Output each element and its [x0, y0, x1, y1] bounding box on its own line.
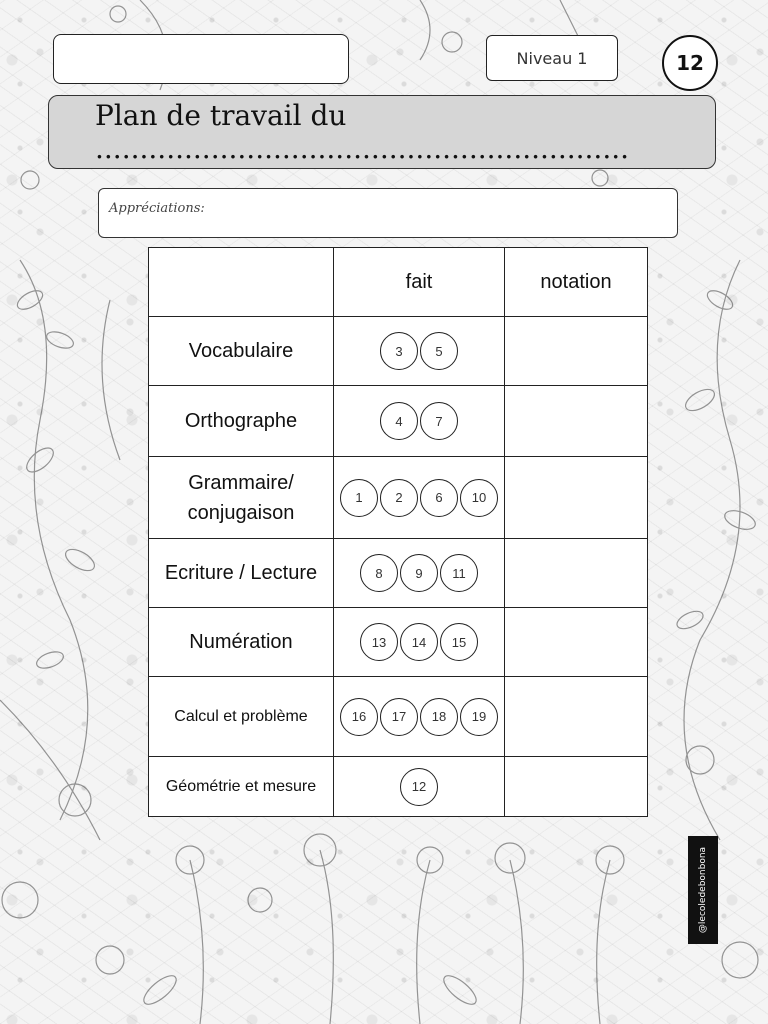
- table-row: [149, 757, 648, 817]
- done-cell: [334, 386, 505, 457]
- subject-cell: Vocabulaire: [149, 317, 334, 386]
- student-name-field[interactable]: [53, 34, 349, 84]
- table-row: [149, 539, 648, 608]
- grade-cell[interactable]: [505, 757, 648, 817]
- exercise-circle[interactable]: 19: [460, 698, 498, 736]
- credit-text: @lecoledebonbona: [698, 846, 708, 934]
- done-cell: [334, 539, 505, 608]
- header-done-cell: fait: [334, 248, 505, 317]
- exercise-circle[interactable]: 3: [380, 332, 418, 370]
- subject-cell: Ecriture / Lecture: [149, 539, 334, 608]
- exercise-circle[interactable]: 7: [420, 402, 458, 440]
- appreciations-label: Appréciations:: [109, 201, 205, 216]
- grade-cell[interactable]: [505, 386, 648, 457]
- exercise-circle[interactable]: 12: [400, 768, 438, 806]
- exercise-circle[interactable]: 14: [400, 623, 438, 661]
- sheet-number-badge: [662, 35, 718, 91]
- grade-cell[interactable]: [505, 317, 648, 386]
- appreciations-field[interactable]: [98, 188, 678, 238]
- exercise-circle[interactable]: 1: [340, 479, 378, 517]
- subject-cell: Numération: [149, 608, 334, 677]
- exercise-circle[interactable]: 8: [360, 554, 398, 592]
- subject-cell: Géométrie et mesure: [149, 757, 334, 817]
- exercise-circle[interactable]: 15: [440, 623, 478, 661]
- grade-cell[interactable]: [505, 608, 648, 677]
- done-cell: [334, 457, 505, 539]
- exercise-circle[interactable]: 2: [380, 479, 418, 517]
- page-title-banner: [48, 95, 716, 169]
- exercise-circle[interactable]: 10: [460, 479, 498, 517]
- exercise-circle[interactable]: 4: [380, 402, 418, 440]
- done-cell: [334, 317, 505, 386]
- table-row: [149, 386, 648, 457]
- subject-cell: Orthographe: [149, 386, 334, 457]
- table-row: [149, 317, 648, 386]
- exercise-circle[interactable]: 17: [380, 698, 418, 736]
- header-subject-cell: [149, 248, 334, 317]
- exercise-circle[interactable]: 9: [400, 554, 438, 592]
- exercise-circle[interactable]: 11: [440, 554, 478, 592]
- subject-cell: [149, 457, 334, 539]
- exercise-circle[interactable]: 18: [420, 698, 458, 736]
- sheet-number: 12: [676, 51, 704, 75]
- subject-line: conjugaison: [187, 501, 295, 524]
- done-cell: [334, 608, 505, 677]
- page-title: Plan de travail du ............................................................: [95, 99, 630, 165]
- credit-tag: [688, 836, 718, 944]
- table-row: [149, 677, 648, 757]
- level-label: [486, 35, 618, 81]
- subject-cell: Calcul et problème: [149, 677, 334, 757]
- table-row: [149, 457, 648, 539]
- done-cell: [334, 757, 505, 817]
- exercise-circle[interactable]: 16: [340, 698, 378, 736]
- work-plan-table: [148, 247, 648, 817]
- done-cell: [334, 677, 505, 757]
- header-grade-cell: notation: [505, 248, 648, 317]
- table-row: [149, 608, 648, 677]
- exercise-circle[interactable]: 6: [420, 479, 458, 517]
- exercise-circle[interactable]: 13: [360, 623, 398, 661]
- subject-line: Grammaire/: [188, 471, 294, 494]
- level-text: Niveau 1: [516, 48, 588, 68]
- grade-cell[interactable]: [505, 539, 648, 608]
- grade-cell[interactable]: [505, 677, 648, 757]
- table-header-row: [149, 248, 648, 317]
- grade-cell[interactable]: [505, 457, 648, 539]
- exercise-circle[interactable]: 5: [420, 332, 458, 370]
